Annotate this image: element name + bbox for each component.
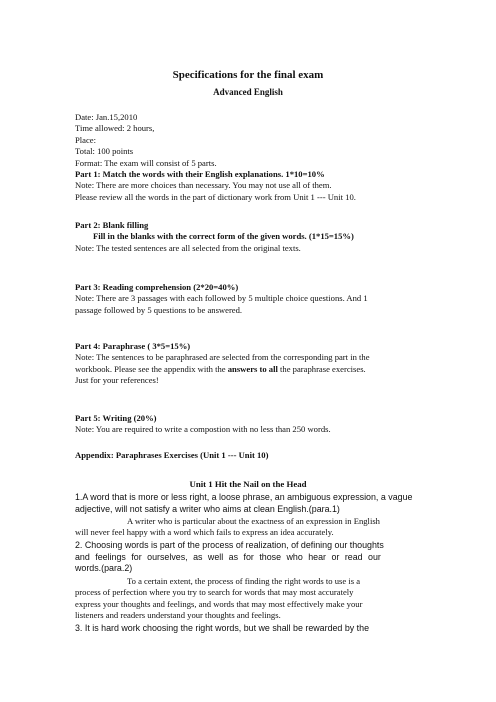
- part4-note-text-a: workbook. Please see the appendix with the: [75, 363, 228, 374]
- question-2-line: and feelings for ourselves, as well as for those who hear or read our: [75, 551, 381, 562]
- answer-2-line: express your thoughts and feelings, and words that may most effectively make your: [75, 598, 363, 609]
- exam-total: Total: 100 points: [75, 146, 134, 157]
- exam-place: Place:: [75, 134, 96, 145]
- answer-2-line: To a certain extent, the process of finding the right words to use is a: [127, 576, 361, 586]
- part4-heading: Part 4: Paraphrase ( 3*5=15%): [75, 341, 191, 351]
- page-title: Specifications for the final exam: [172, 69, 324, 81]
- part4-note-emphasis: answers to all: [227, 363, 278, 374]
- appendix-heading: Appendix: Paraphrases Exercises (Unit 1 --- Unit 10): [75, 450, 269, 460]
- part2-section: [75, 220, 422, 254]
- part5-heading: Part 5: Writing (20%): [75, 413, 157, 423]
- exam-format: Format: The exam will consist of 5 parts.: [75, 157, 217, 168]
- question-1-line: adjective, will not satisfy a writer who aims at clean English.(para.1): [75, 503, 340, 514]
- question-2-line: words.(para.2): [75, 563, 133, 574]
- part2-heading: Part 2: Blank filling: [75, 220, 149, 230]
- question-2: [75, 540, 422, 575]
- question-2-line: 2. Choosing words is part of the process of realization, of defining our thoughts: [75, 540, 384, 550]
- answer-2-line: process of perfection where you try to search for words that may most accurately: [75, 587, 354, 598]
- part4-note-line3: Just for your references!: [75, 375, 159, 386]
- part1-review: Please review all the words in the part of dictionary work from Unit 1 --- Unit 10.: [75, 191, 356, 202]
- question-1-line: 1.A word that is more or less right, a loose phrase, an ambiguous expression, a vague: [75, 492, 413, 502]
- part1-heading: Part 1: Match the words with their English explanations. 1*10=10%: [75, 169, 325, 180]
- part1-note: Note: There are more choices than necessary. You may not use all of them.: [75, 180, 332, 191]
- unit-title: Unit 1 Hit the Nail on the Head: [189, 479, 307, 489]
- page-subtitle: Advanced English: [213, 87, 283, 97]
- part3-note-line1: Note: There are 3 passages with each followed by 5 multiple choice questions. And 1: [75, 293, 368, 304]
- part4-note-line1: Note: The sentences to be paraphrased are selected from the corresponding part in the: [75, 352, 370, 363]
- answer-1-line: A writer who is particular about the exactness of an expression in English: [127, 516, 380, 526]
- exam-info: [75, 112, 422, 203]
- question-1: [75, 492, 422, 515]
- part4-section: [75, 341, 422, 387]
- part2-note: Note: The tested sentences are all selected from the original texts.: [75, 242, 301, 253]
- part4-note-line2: [75, 364, 422, 375]
- answer-2-line: listeners and readers understand your thoughts and feelings.: [75, 610, 281, 621]
- part5-note: Note: You are required to write a compostion with no less than 250 words.: [75, 424, 331, 435]
- part3-heading: Part 3: Reading comprehension (2*20=40%): [75, 282, 239, 292]
- question-3: [75, 623, 422, 635]
- exam-time: Time allowed: 2 hours,: [75, 123, 155, 134]
- exam-date: Date: Jan.15,2010: [75, 112, 138, 122]
- answer-2: [75, 576, 422, 622]
- answer-1-line: will never feel happy with a word which fails to express an idea accurately.: [75, 527, 334, 538]
- answer-1: [75, 516, 422, 539]
- part5-section: [75, 413, 422, 436]
- appendix-heading-block: [75, 450, 422, 461]
- question-3-line: 3. It is hard work choosing the right words, but we shall be rewarded by the: [75, 623, 370, 633]
- part3-section: [75, 282, 422, 316]
- part4-note-text-c: the paraphrase exercises.: [277, 363, 366, 374]
- part2-instruction: Fill in the blanks with the correct form of the given words. (1*15=15%): [93, 231, 354, 242]
- part3-note-line2: passage followed by 5 questions to be answered.: [75, 304, 243, 315]
